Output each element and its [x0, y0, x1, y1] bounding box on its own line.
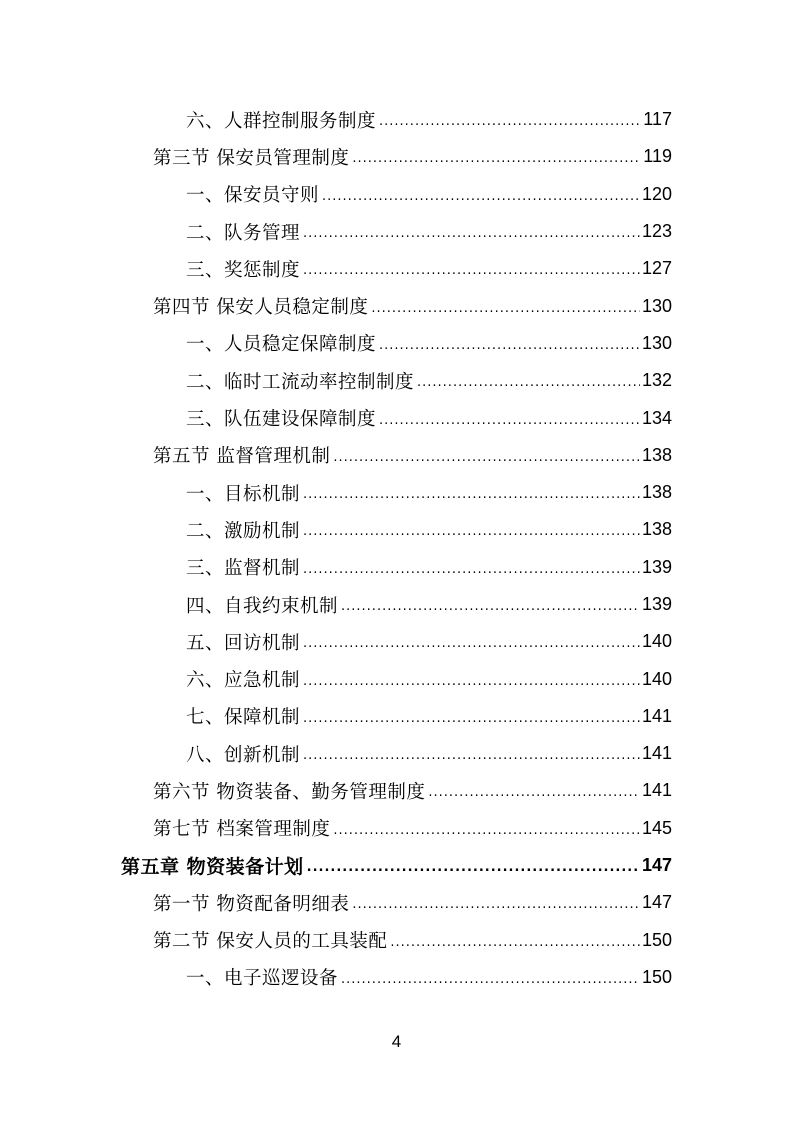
toc-entry-label: 五、回访机制 [186, 632, 301, 654]
toc-entry-label: 四、自我约束机制 [186, 595, 339, 617]
toc-subsection-entry[interactable] [0, 586, 793, 623]
toc-entry-label: 第七节 档案管理制度 [153, 819, 331, 841]
toc-dot-leader [371, 301, 640, 316]
toc-dot-leader [303, 636, 640, 651]
toc-entry-page: 138 [641, 482, 672, 503]
toc-entry-page: 130 [641, 295, 672, 316]
toc-entry-label: 二、临时工流动率控制制度 [186, 371, 415, 393]
toc-section-entry[interactable] [0, 287, 793, 324]
toc-entry-page: 138 [641, 519, 672, 540]
toc-section-entry[interactable] [0, 437, 793, 474]
toc-entry-page: 141 [641, 743, 672, 764]
toc-dot-leader [352, 151, 641, 166]
toc-dot-leader [390, 935, 640, 950]
toc-dot-leader [303, 562, 640, 577]
toc-entry-label: 六、人群控制服务制度 [186, 110, 377, 132]
toc-entry-page: 138 [641, 444, 672, 465]
toc-subsection-entry[interactable] [0, 660, 793, 697]
toc-dot-leader [303, 674, 640, 689]
toc-entry-label: 一、电子巡逻设备 [186, 968, 339, 990]
toc-dot-leader [303, 263, 640, 278]
toc-entry-label: 三、奖惩制度 [186, 259, 301, 281]
toc-entry-page: 145 [641, 817, 672, 838]
toc-entry-label: 第五节 监督管理机制 [153, 446, 331, 468]
toc-entry-page: 141 [641, 705, 672, 726]
toc-entry-page: 140 [641, 631, 672, 652]
toc-section-entry[interactable] [0, 922, 793, 959]
toc-section-entry[interactable] [0, 884, 793, 921]
toc-subsection-entry[interactable] [0, 362, 793, 399]
toc-entry-page: 127 [641, 258, 672, 279]
toc-entry-page: 141 [641, 780, 672, 801]
toc-entry-page: 147 [641, 855, 672, 876]
toc-entry-label: 七、保障机制 [186, 707, 301, 729]
toc-section-entry[interactable] [0, 138, 793, 175]
toc-subsection-entry[interactable] [0, 325, 793, 362]
toc-subsection-entry[interactable] [0, 698, 793, 735]
toc-subsection-entry[interactable] [0, 549, 793, 586]
toc-entry-label: 三、监督机制 [186, 558, 301, 580]
toc-subsection-entry[interactable] [0, 176, 793, 213]
toc-dot-leader [379, 338, 640, 353]
toc-entry-label: 二、激励机制 [186, 520, 301, 542]
toc-dot-leader [379, 114, 641, 129]
toc-entry-label: 六、应急机制 [186, 670, 301, 692]
toc-entry-label: 一、保安员守则 [186, 185, 320, 207]
toc-entry-page: 117 [643, 109, 672, 130]
toc-subsection-entry[interactable] [0, 511, 793, 548]
toc-subsection-entry[interactable] [0, 250, 793, 287]
toc-dot-leader [303, 226, 640, 241]
toc-dot-leader [417, 375, 640, 390]
toc-entry-label: 第二节 保安人员的工具装配 [153, 931, 388, 953]
toc-entry-page: 140 [641, 668, 672, 689]
toc-dot-leader [333, 450, 640, 465]
toc-chapter-entry[interactable] [0, 847, 793, 884]
table-of-contents [0, 101, 793, 996]
toc-dot-leader [307, 860, 640, 875]
toc-entry-page: 147 [641, 892, 672, 913]
toc-entry-page: 139 [641, 594, 672, 614]
toc-entry-label: 八、创新机制 [186, 744, 301, 766]
toc-entry-page: 130 [641, 332, 672, 353]
toc-entry-label: 第五章 物资装备计划 [121, 856, 304, 879]
toc-subsection-entry[interactable] [0, 101, 793, 138]
toc-entry-label: 第四节 保安人员稳定制度 [153, 297, 369, 319]
toc-subsection-entry[interactable] [0, 959, 793, 996]
toc-subsection-entry[interactable] [0, 399, 793, 436]
toc-subsection-entry[interactable] [0, 474, 793, 511]
toc-entry-label: 第一节 物资配备明细表 [153, 893, 350, 915]
toc-entry-page: 134 [641, 407, 672, 428]
toc-subsection-entry[interactable] [0, 623, 793, 660]
toc-entry-page: 132 [641, 370, 672, 391]
page-number: 4 [391, 1032, 402, 1051]
toc-dot-leader [428, 785, 640, 800]
toc-entry-page: 120 [641, 183, 672, 204]
toc-entry-label: 第六节 物资装备、勤务管理制度 [153, 781, 426, 803]
toc-dot-leader [303, 748, 640, 763]
toc-dot-leader [341, 972, 640, 987]
toc-dot-leader [379, 413, 640, 428]
toc-section-entry[interactable] [0, 810, 793, 847]
toc-dot-leader [303, 487, 640, 502]
toc-entry-label: 第三节 保安员管理制度 [153, 147, 350, 169]
toc-entry-page: 150 [641, 929, 672, 950]
toc-entry-label: 一、人员稳定保障制度 [186, 334, 377, 356]
toc-dot-leader [352, 897, 640, 912]
toc-section-entry[interactable] [0, 772, 793, 809]
toc-subsection-entry[interactable] [0, 213, 793, 250]
toc-entry-label: 二、队务管理 [186, 222, 301, 244]
toc-dot-leader [303, 711, 640, 726]
toc-dot-leader [333, 823, 640, 838]
toc-entry-page: 119 [643, 146, 672, 167]
toc-entry-label: 一、目标机制 [186, 483, 301, 505]
toc-entry-page: 150 [641, 966, 672, 987]
toc-dot-leader [341, 599, 640, 614]
toc-dot-leader [303, 524, 640, 539]
toc-entry-page: 139 [641, 556, 672, 577]
toc-subsection-entry[interactable] [0, 735, 793, 772]
toc-dot-leader [322, 189, 640, 204]
toc-entry-label: 三、队伍建设保障制度 [186, 409, 377, 431]
toc-entry-page: 123 [641, 221, 672, 242]
